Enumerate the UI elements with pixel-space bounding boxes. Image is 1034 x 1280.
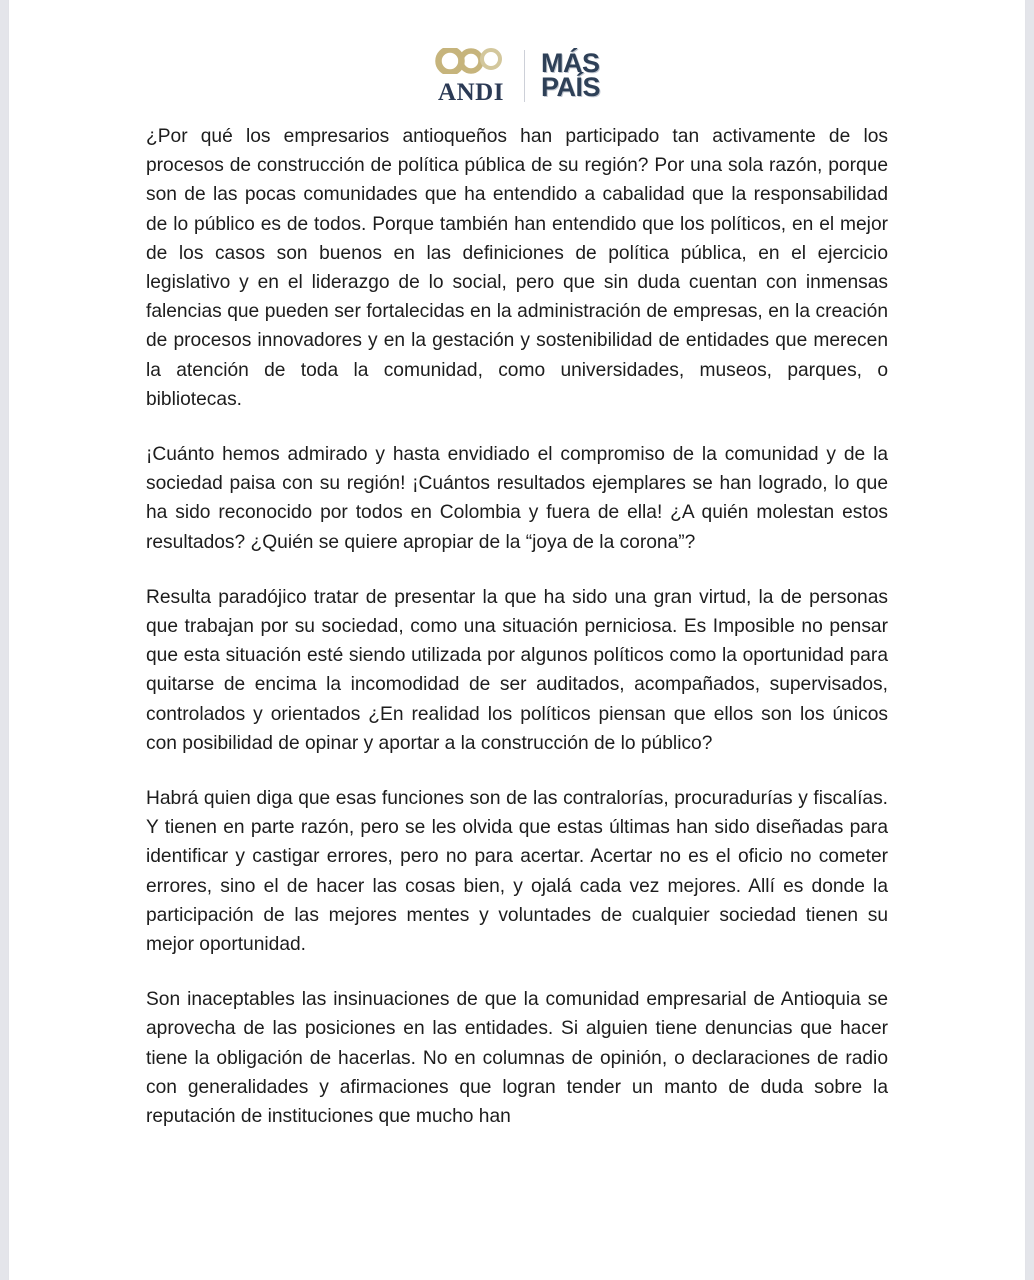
mas-pais-line-2: PAÍS <box>540 72 600 102</box>
paragraph: ¡Cuánto hemos admirado y hasta envidiado el compromiso de la comunidad y de la sociedad paisa con su región! ¡Cuántos resultados ejemplares se han logrado, lo que ha sido reconocido por todos en Colombia y fuera de ella! ¿A quién molestan estos resultados? ¿Quién se quiere apropiar de la “joya de la corona”? <box>146 444 888 553</box>
logo-lockup <box>434 46 600 106</box>
paragraph: Son inaceptables las insinuaciones de que la comunidad empresarial de Antioquia se aprovecha de las posiciones en las entidades. Si alguien tiene denuncias que hacer tiene la obligación de hacerlas. No en columnas de opinión, o declaraciones de radio con generalidades y afirmaciones que logran tender un manto de duda sobre la reputación de instituciones que mucho han <box>146 989 888 1128</box>
three-interlocking-rings-icon <box>434 48 508 79</box>
mas-pais-line-1: MÁS <box>540 48 600 79</box>
andi-logo <box>434 48 524 105</box>
paragraph: Resulta paradójico tratar de presentar la que ha sido una gran virtud, la de personas que trabajan por su sociedad, como una situación perniciosa. Es Imposible no pensar que esta situación esté siendo utilizada por algunos políticos como la oportunidad para quitarse de encima la incomodidad de ser auditados, acompañados, supervisados, controlados y orientados ¿En realidad los políticos piensan que ellos son los únicos con posibilidad de opinar y aportar a la construcción de lo público? <box>146 586 888 754</box>
paragraph: ¿Por qué los empresarios antioqueños han participado tan activamente de los procesos de construcción de política pública de su región? Por una sola razón, porque son de las pocas comunidades que ha entendido a cabalidad que la responsabilidad de lo público es de todos. Porque también han entendido que los políticos, en el mejor de los casos son buenos en las definiciones de política pública, en el ejercicio legislativo y en el liderazgo de lo social, pero que sin duda cuentan con inmensas falencias que pueden ser fortalecidas en la administración de empresas, en la creación de procesos innovadores y en la gestación y sostenibilidad de entidades que merecen la atención de toda la comunidad, como universidades, museos, parques, o bibliotecas. <box>146 126 888 410</box>
document-body <box>146 106 888 1131</box>
logo-divider <box>524 50 525 102</box>
paragraph: Habrá quien diga que esas funciones son de las contralorías, procuradurías y fiscalías. Y tienen en parte razón, pero se les olvida que estas últimas han sido diseñadas para identificar y castigar errores, pero no para acertar. Acertar no es el oficio no cometer errores, sino el de hacer las cosas bien, y ojalá cada vez mejores. Allí es donde la participación de las mejores mentes y voluntades de cualquier sociedad tienen su mejor oportunidad. <box>146 788 888 956</box>
andi-wordmark: ANDI <box>438 78 504 106</box>
document-page <box>9 0 1025 1280</box>
mas-pais-logo <box>540 48 600 102</box>
document-header <box>9 0 1025 106</box>
